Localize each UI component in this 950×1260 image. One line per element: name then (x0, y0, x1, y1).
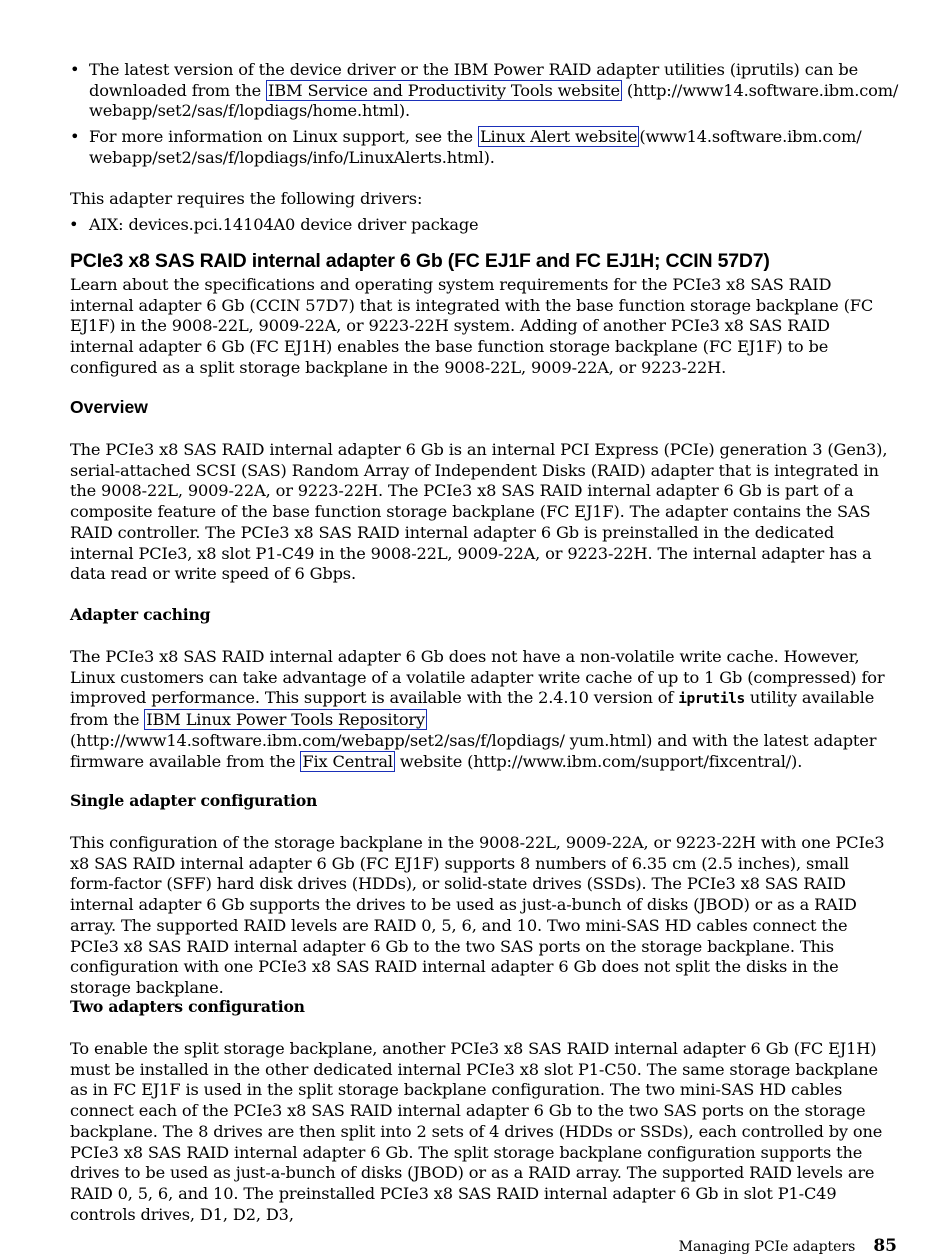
paragraph-text: utility available from the (70, 688, 875, 730)
overview-paragraph: The PCIe3 x8 SAS RAID internal adapter 6 Gb is an internal PCI Express (PCIe) generation 3 (Gen3), serial-attached SCSI (SAS) Random Array of Independent Disks (RAID) adapter that is integrated in the 9008-22L, 9009-22A, or 9223-22H. The PCIe3 x8 SAS RAID internal adapter 6 Gb is part of a composite feature of the base function storage backplane (FC EJ1F). The adapter contains the SAS RAID controller. The PCIe3 x8 SAS RAID internal adapter 6 Gb is preinstalled in the dedicated internal PCIe3, x8 slot P1-C49 in the 9008-22L, 9009-22A, or 9223-22H. The internal adapter has a data read or write speed of 6 Gbps. (70, 440, 888, 584)
bullet-icon: • (70, 60, 80, 79)
download-info-list (70, 60, 900, 169)
fix-central-link[interactable]: Fix Central (302, 751, 393, 771)
adapter-caching-paragraph (70, 647, 888, 772)
list-item-text: The latest version of the device driver or the IBM Power RAID adapter utilities (iprutils) can be downloaded from the (89, 60, 859, 100)
iprutils-code: iprutils (678, 691, 745, 708)
adapter-caching-heading: Adapter caching (70, 605, 211, 624)
ibm-service-tools-link[interactable]: IBM Service and Productivity Tools website (268, 80, 620, 100)
drivers-intro: This adapter requires the following drivers: (70, 189, 423, 208)
overview-heading: Overview (70, 397, 148, 417)
list-item (70, 215, 900, 236)
paragraph-text: (http://www14.software.ibm.com/webapp/set2/sas/f/lopdiags/ yum.html) and with the latest adapter firmware available from the (70, 730, 877, 771)
bullet-icon: • (69, 215, 79, 234)
page-number: 85 (873, 1236, 897, 1256)
list-item-text: AIX: devices.pci.14104A0 device driver package (89, 215, 479, 234)
list-item-text: (http://www14.software.ibm.com/ webapp/set2/sas/f/lopdiags/home.html). (89, 80, 899, 121)
paragraph-text: The PCIe3 x8 SAS RAID internal adapter 6 Gb does not have a non-volatile write cache. However, Linux customers can take advantage of a volatile adapter write cache of up to 1 Gb (compressed) for improved performance. This support is available with the 2.4.10 version of (70, 647, 885, 708)
single-adapter-heading: Single adapter configuration (70, 791, 318, 810)
single-adapter-paragraph: This configuration of the storage backplane in the 9008-22L, 9009-22A, or 9223-22H with one PCIe3 x8 SAS RAID internal adapter 6 Gb (FC EJ1F) supports 8 numbers of 6.35 cm (2.5 inches), small form-factor (SFF) hard disk drives (HDDs), or solid-state drives (SSDs). The PCIe3 x8 SAS RAID internal adapter 6 Gb supports the drives to be used as just-a-bunch of disks (JBOD) or as a RAID array. The supported RAID levels are RAID 0, 5, 6, and 10. Two mini-SAS HD cables connect the PCIe3 x8 SAS RAID internal adapter 6 Gb to the two SAS ports on the storage backplane. This configuration with one PCIe3 x8 SAS RAID internal adapter 6 Gb does not split the disks in the storage backplane. (70, 833, 885, 997)
list-item (70, 60, 900, 122)
section-title: PCIe3 x8 SAS RAID internal adapter 6 Gb (FC EJ1F and FC EJ1H; CCIN 57D7) (70, 250, 770, 272)
driver-list (70, 215, 900, 236)
footer-section-title: Managing PCIe adapters (678, 1239, 856, 1255)
ibm-linux-tools-link[interactable]: IBM Linux Power Tools Repository (146, 710, 425, 730)
two-adapters-heading: Two adapters configuration (70, 997, 305, 1016)
two-adapters-paragraph: To enable the split storage backplane, another PCIe3 x8 SAS RAID internal adapter 6 Gb (FC EJ1H) must be installed in the other dedicated internal PCIe3 x8 slot P1-C50. The same storage backplane as in FC EJ1F is used in the split storage backplane configuration. The two mini-SAS HD cables connect each of the PCIe3 x8 SAS RAID internal adapter 6 Gb to the two SAS ports on the storage backplane. The 8 drives are then split into 2 sets of 4 drives (HDDs or SSDs), each controlled by one PCIe3 x8 SAS RAID internal adapter 6 Gb. The split storage backplane configuration supports the drives to be used as just-a-bunch of disks (JBOD) or as a RAID array. The supported RAID levels are RAID 0, 5, 6, and 10. The preinstalled PCIe3 x8 SAS RAID internal adapter 6 Gb in slot P1-C49 controls drives, D1, D2, D3, (70, 1039, 883, 1224)
linux-alert-link[interactable]: Linux Alert website (479, 127, 638, 147)
bullet-icon: • (70, 127, 80, 147)
page-footer (679, 1236, 897, 1256)
list-item-text: For more information on Linux support, see the (89, 127, 478, 147)
list-item-text: (www14.software.ibm.com/ webapp/set2/sas/f/lopdiags/info/LinuxAlerts.html). (89, 127, 862, 167)
list-item (70, 127, 900, 168)
paragraph-text: website (http://www.ibm.com/support/fixcentral/). (394, 751, 803, 771)
section-intro: Learn about the specifications and operating system requirements for the PCIe3 x8 SAS RAID internal adapter 6 Gb (CCIN 57D7) that is integrated with the base function storage backplane (FC EJ1F) in the 9008-22L, 9009-22A, or 9223-22H system. Adding of another PCIe3 x8 SAS RAID internal adapter 6 Gb (FC EJ1H) enables the base function storage backplane (FC EJ1F) to be configured as a split storage backplane in the 9008-22L, 9009-22A, or 9223-22H. (70, 275, 874, 377)
